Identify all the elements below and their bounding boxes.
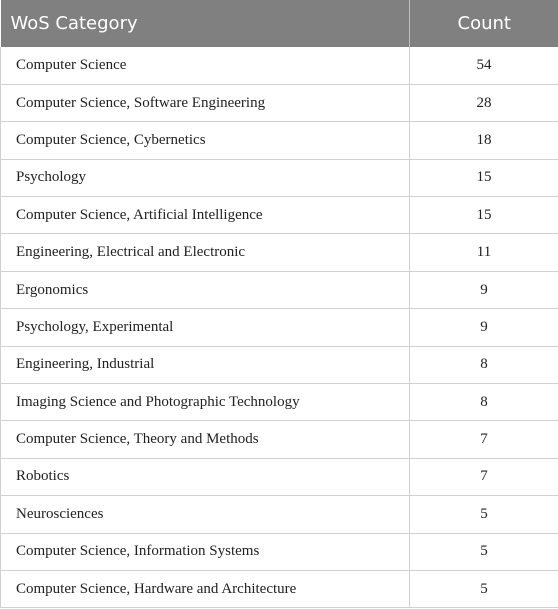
count-cell: 28 [410, 84, 558, 121]
category-cell: Psychology [1, 159, 410, 196]
table-row [1, 346, 558, 383]
count-cell: 54 [410, 47, 558, 84]
category-cell: Computer Science, Hardware and Architecture [1, 570, 410, 607]
category-cell: Engineering, Industrial [1, 346, 410, 383]
table-header [1, 0, 558, 47]
category-cell: Imaging Science and Photographic Technology [1, 384, 410, 421]
count-column-header: Count [457, 13, 511, 34]
table-row [1, 271, 558, 308]
table-row [1, 159, 558, 196]
count-cell: 15 [410, 197, 558, 234]
category-cell: Ergonomics [1, 271, 410, 308]
category-cell: Computer Science, Cybernetics [1, 122, 410, 159]
category-cell: Computer Science, Information Systems [1, 533, 410, 570]
count-cell: 9 [410, 309, 558, 346]
table-row [1, 421, 558, 458]
category-cell: Computer Science, Theory and Methods [1, 421, 410, 458]
count-cell: 9 [410, 271, 558, 308]
category-cell: Robotics [1, 458, 410, 495]
table-row [1, 570, 558, 607]
count-cell: 8 [410, 346, 558, 383]
count-cell: 7 [410, 458, 558, 495]
count-cell: 7 [410, 421, 558, 458]
category-cell: Computer Science [1, 47, 410, 84]
count-cell: 15 [410, 159, 558, 196]
category-cell: Neurosciences [1, 496, 410, 533]
table-body [1, 47, 558, 608]
count-cell: 5 [410, 570, 558, 607]
table-row [1, 309, 558, 346]
table-row [1, 122, 558, 159]
table-row [1, 496, 558, 533]
count-cell: 5 [410, 496, 558, 533]
count-cell: 8 [410, 384, 558, 421]
category-cell: Computer Science, Software Engineering [1, 84, 410, 121]
category-cell: Psychology, Experimental [1, 309, 410, 346]
category-cell: Computer Science, Artificial Intelligence [1, 197, 410, 234]
category-cell: Engineering, Electrical and Electronic [1, 234, 410, 271]
table-row [1, 47, 558, 84]
table-row [1, 197, 558, 234]
category-column-header: WoS Category [1, 0, 410, 47]
header-row [1, 0, 558, 47]
table-row [1, 458, 558, 495]
count-cell: 5 [410, 533, 558, 570]
table-row [1, 84, 558, 121]
count-cell: 11 [410, 234, 558, 271]
table-row [1, 384, 558, 421]
table-row [1, 234, 558, 271]
table-row [1, 533, 558, 570]
count-cell: 18 [410, 122, 558, 159]
